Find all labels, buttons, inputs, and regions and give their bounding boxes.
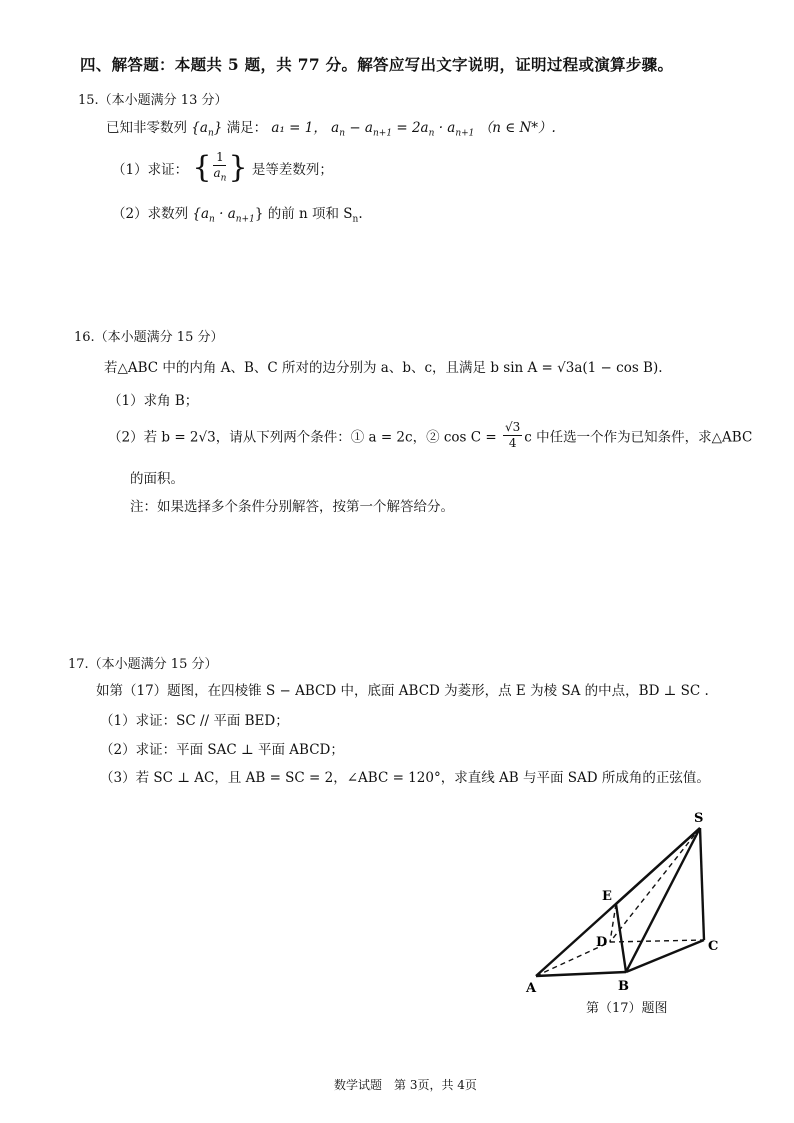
q15-heading: 15.（本小题满分 13 分） [78,93,228,108]
q15-stem [106,116,556,139]
label-A: A [526,981,537,996]
q15-cond1: a₁ = 1， [271,120,327,136]
label-C: C [708,939,719,954]
q15-part1: （1）求证： { $\frac{1}{a_n}$ } 是等差数列； [112,150,333,186]
hidden-edge-SD [610,828,700,942]
q17-heading: 17.（本小题满分 15 分） [68,657,218,672]
label-S: S [694,811,704,826]
q16-fraction: $\frac{√3}{4}$ [505,420,521,450]
hidden-edge-DC [610,940,704,942]
q16-part2-cont: 的面积。 [130,471,184,487]
q16-part2: （2）若 b = 2√3，请从下列两个条件：① a = 2c，② cos C = $\frac{√3}{4}$ c 中任选一个作为已知条件，求△ABC [108,420,753,450]
q16-stem: 若△ABC 中的内角 A、B、C 所对的边分别为 a、b、c，且满足 b sin A = √3a(1 − cos B). [104,360,663,376]
q15-stem-prefix: 已知非零数列 [106,120,187,136]
q16-part1: （1）求角 B； [108,393,199,409]
q17-part3: （3）若 SC ⊥ AC，且 AB = SC = 2，∠ABC = 120°，求直线 AB 与平面 SAD 所成角的正弦值。 [100,770,710,786]
q15-fraction: $\frac{1}{a_n}$ [213,150,227,184]
segment-EB [616,904,626,972]
q15-cond2: $a_n - a_{n+1} = 2a_n \cdot a_{n+1}$ （n ∈ N*）. [331,120,556,139]
edge-SB [626,828,700,972]
pyramid-figure [510,800,750,1000]
label-D: D [596,935,608,950]
figure-caption: 第（17）题图 [586,1001,668,1016]
label-B: B [618,979,629,994]
q15-seq: $\{a_n\}$ [191,120,223,139]
segment-SE-inner [616,828,700,904]
section-title: 四、解答题：本题共 5 题，共 77 分。解答应写出文字说明，证明过程或演算步骤。 [80,55,674,74]
q15-part2: （2）求数列 $\{a_n \cdot a_{n+1}\}$ 的前 n 项和 $S_n$. [112,206,363,225]
label-E: E [602,889,612,904]
q17-stem: 如第（17）题图，在四棱锥 S − ABCD 中，底面 ABCD 为菱形，点 E 为棱 SA 的中点，BD ⊥ SC . [96,683,709,699]
page-footer: 数学试题 第 3页，共 4页 [334,1078,477,1092]
edge-BC [626,940,704,972]
edge-SC [700,828,704,940]
q16-note: 注：如果选择多个条件分别解答，按第一个解答给分。 [130,499,454,515]
edge-AB [536,972,626,976]
q17-part1: （1）求证：SC // 平面 BED； [100,713,289,729]
q17-part2: （2）求证：平面 SAC ⊥ 平面 ABCD； [100,742,344,758]
q15-stem-mid: 满足： [226,120,268,136]
q16-heading: 16.（本小题满分 15 分） [74,330,224,345]
